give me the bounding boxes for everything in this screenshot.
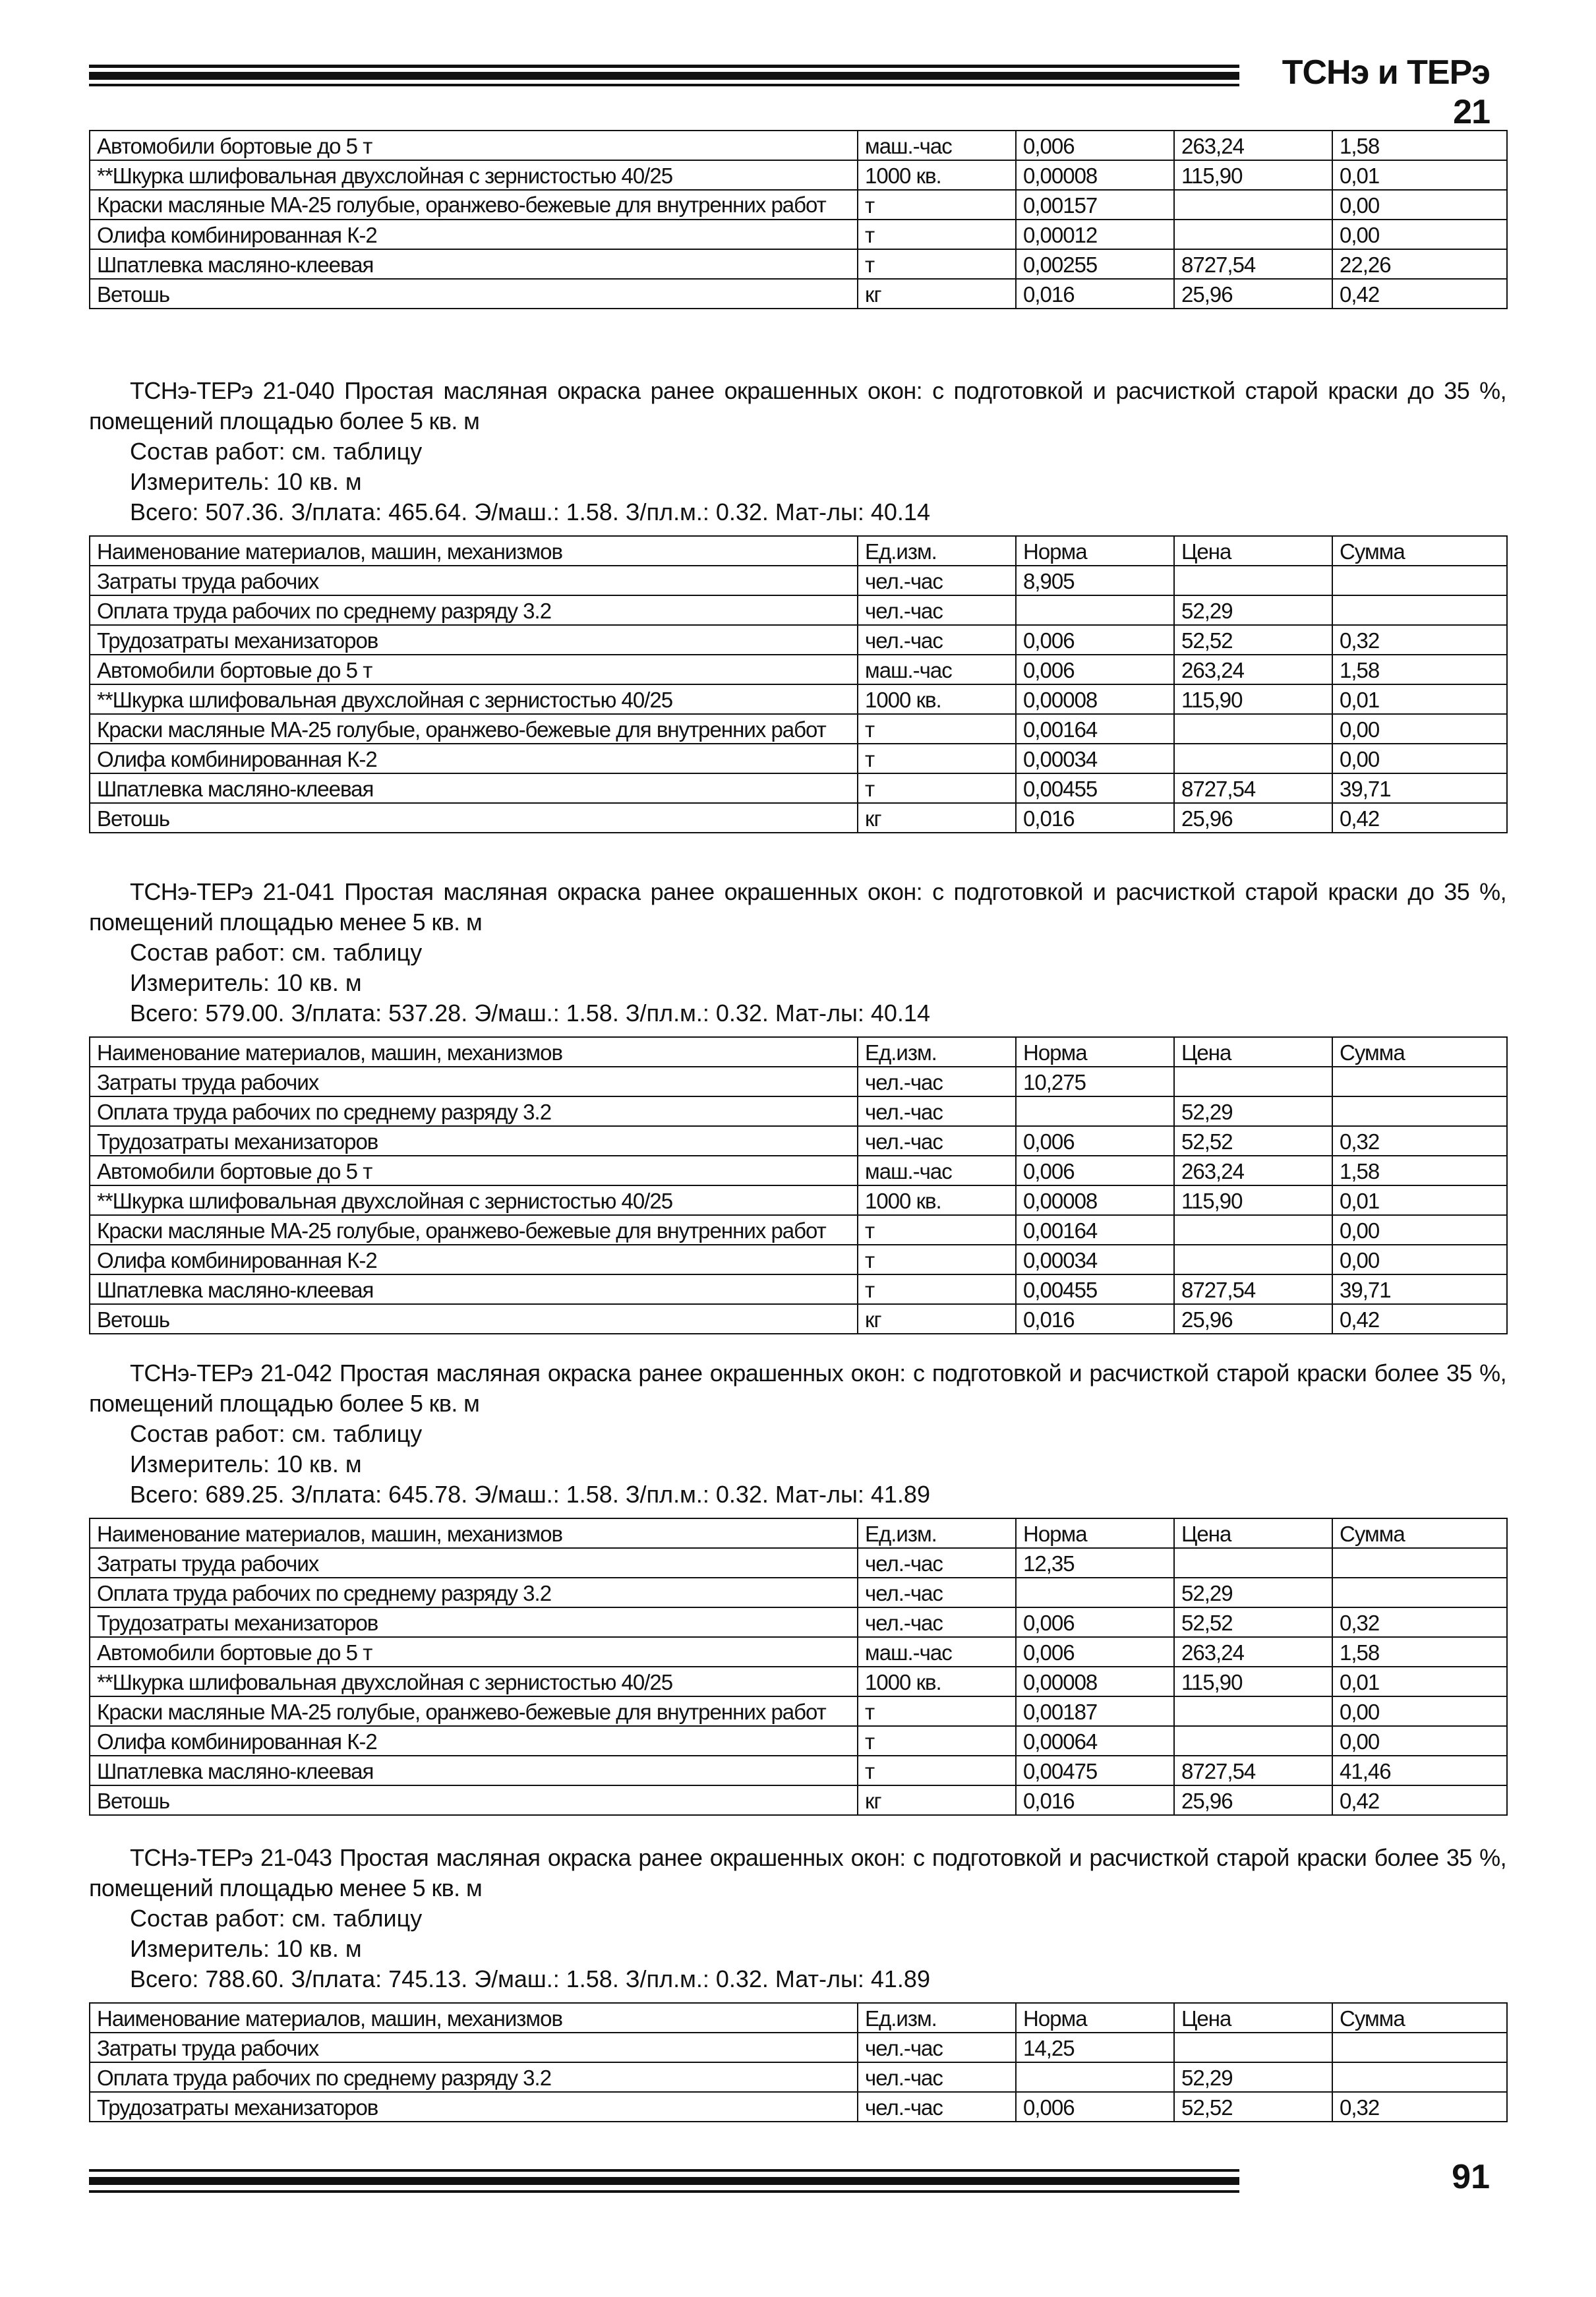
cell-price [1174,1215,1332,1245]
column-header: Ед.изм. [858,1037,1016,1067]
table-row [90,566,1507,595]
cell-unit: т [858,1274,1016,1304]
cell-norm: 0,016 [1016,803,1174,833]
column-header: Норма [1016,536,1174,566]
cell-name: Автомобили бортовые до 5 т [90,131,858,160]
column-header: Наименование материалов, машин, механизмов [90,1037,858,1067]
column-header: Цена [1174,536,1332,566]
cell-name: **Шкурка шлифовальная двухслойная с зернистостью 40/25 [90,684,858,714]
cell-price: 52,52 [1174,2092,1332,2122]
cell-sum: 0,42 [1332,1304,1507,1334]
table-row [90,1215,1507,1245]
cell-unit: чел.-час [858,566,1016,595]
cell-sum: 0,01 [1332,1185,1507,1215]
column-header: Наименование материалов, машин, механизмов [90,536,858,566]
cell-sum: 0,01 [1332,684,1507,714]
table-row [90,160,1507,190]
cell-name: Олифа комбинированная К-2 [90,220,858,249]
cell-price [1174,1548,1332,1578]
table-row [90,1304,1507,1334]
section-title: ТСНэ-ТЕРэ 21-041 Простая масляная окраска ранее окрашенных окон: с подготовкой и расчисткой старой краски до 35 %, помещений площадью менее 5 кв. м [89,878,1506,936]
cell-sum: 0,00 [1332,714,1507,744]
cell-sum [1332,2062,1507,2092]
cell-unit: т [858,1215,1016,1245]
cell-price: 52,52 [1174,1607,1332,1637]
section-composition: Состав работ: см. таблицу [130,939,423,966]
cell-sum: 0,00 [1332,1245,1507,1274]
cell-name: Затраты труда рабочих [90,2033,858,2062]
page-number: 91 [1452,2158,1490,2196]
cell-name: Краски масляные МА-25 голубые, оранжево-бежевые для внутренних работ [90,1696,858,1726]
cell-price: 263,24 [1174,131,1332,160]
cell-price: 263,24 [1174,655,1332,684]
table-row [90,1756,1507,1785]
cell-price: 8727,54 [1174,1274,1332,1304]
table-row [90,2033,1507,2062]
column-header: Сумма [1332,536,1507,566]
cell-name: Шпатлевка масляно-клеевая [90,773,858,803]
cell-name: Олифа комбинированная К-2 [90,1245,858,1274]
cell-name: Оплата труда рабочих по среднему разряду 3.2 [90,1578,858,1607]
cell-unit: чел.-час [858,595,1016,625]
cell-price: 25,96 [1174,1304,1332,1334]
table-row [90,190,1507,220]
section-totals: Всего: 689.25. З/плата: 645.78. Э/маш.: 1.58. З/пл.м.: 0.32. Мат-лы: 41.89 [130,1481,930,1508]
section-composition: Состав работ: см. таблицу [130,438,423,465]
cell-unit: чел.-час [858,2092,1016,2122]
cell-name: Оплата труда рабочих по среднему разряду 3.2 [90,595,858,625]
norms-table-21-040 [89,535,1508,833]
cell-unit: кг [858,1785,1016,1815]
cell-norm: 0,00012 [1016,220,1174,249]
cell-price [1174,1726,1332,1756]
cell-name: Оплата труда рабочих по среднему разряду 3.2 [90,1096,858,1126]
cell-name: Краски масляные МА-25 голубые, оранжево-бежевые для внутренних работ [90,1215,858,1245]
column-header: Наименование материалов, машин, механизмов [90,1518,858,1548]
cell-name: Затраты труда рабочих [90,566,858,595]
cell-price [1174,1067,1332,1096]
norms-table-21-042 [89,1518,1508,1816]
cell-name: Шпатлевка масляно-клеевая [90,1756,858,1785]
table-row [90,1096,1507,1126]
table-row [90,249,1507,279]
cell-norm: 0,006 [1016,625,1174,655]
table-row [90,714,1507,744]
cell-sum: 1,58 [1332,1156,1507,1185]
section-totals: Всего: 788.60. З/плата: 745.13. Э/маш.: 1.58. З/пл.м.: 0.32. Мат-лы: 41.89 [130,1965,930,1992]
cell-norm: 0,016 [1016,1304,1174,1334]
cell-norm: 0,00455 [1016,773,1174,803]
table-row [90,1156,1507,1185]
cell-name: Трудозатраты механизаторов [90,1607,858,1637]
cell-sum: 0,01 [1332,160,1507,190]
table-row [90,1067,1507,1096]
table-row [90,684,1507,714]
cell-unit: чел.-час [858,1607,1016,1637]
cell-norm: 8,905 [1016,566,1174,595]
table-row [90,744,1507,773]
cell-unit: маш.-час [858,131,1016,160]
cell-norm: 0,006 [1016,131,1174,160]
section-unit: Измеритель: 10 кв. м [130,468,362,495]
cell-name: Ветошь [90,279,858,309]
footer-rule [89,2169,1239,2193]
cell-name: Трудозатраты механизаторов [90,2092,858,2122]
section-totals: Всего: 579.00. З/плата: 537.28. Э/маш.: 1.58. З/пл.м.: 0.32. Мат-лы: 40.14 [130,999,930,1027]
cell-sum: 1,58 [1332,655,1507,684]
cell-unit: чел.-час [858,1096,1016,1126]
cell-norm: 0,00157 [1016,190,1174,220]
cell-sum: 0,00 [1332,190,1507,220]
cell-sum [1332,1067,1507,1096]
column-header: Ед.изм. [858,1518,1016,1548]
cell-unit: т [858,714,1016,744]
cell-norm: 0,00064 [1016,1726,1174,1756]
cell-sum: 0,32 [1332,1126,1507,1156]
cell-sum [1332,595,1507,625]
column-header: Сумма [1332,1518,1507,1548]
cell-norm: 12,35 [1016,1548,1174,1578]
cell-price: 115,90 [1174,1667,1332,1696]
cell-sum [1332,2033,1507,2062]
cell-sum: 22,26 [1332,249,1507,279]
cell-price: 8727,54 [1174,773,1332,803]
cell-sum: 0,42 [1332,803,1507,833]
cell-name: Затраты труда рабочих [90,1548,858,1578]
column-header: Ед.изм. [858,2003,1016,2033]
cell-name: Ветошь [90,1785,858,1815]
cell-name: **Шкурка шлифовальная двухслойная с зернистостью 40/25 [90,1667,858,1696]
cell-sum: 0,32 [1332,1607,1507,1637]
cell-unit: т [858,1245,1016,1274]
table-row [90,1667,1507,1696]
table-row [90,1696,1507,1726]
column-header: Норма [1016,1037,1174,1067]
cell-name: Оплата труда рабочих по среднему разряду 3.2 [90,2062,858,2092]
cell-unit: т [858,190,1016,220]
cell-norm: 0,016 [1016,1785,1174,1815]
cell-sum: 0,00 [1332,220,1507,249]
cell-unit: т [858,1756,1016,1785]
cell-norm: 0,006 [1016,1126,1174,1156]
cell-unit: 1000 кв. [858,1667,1016,1696]
table-row [90,279,1507,309]
cell-sum [1332,1548,1507,1578]
cell-sum: 1,58 [1332,1637,1507,1667]
cell-name: Автомобили бортовые до 5 т [90,1156,858,1185]
cell-unit: чел.-час [858,1548,1016,1578]
cell-name: **Шкурка шлифовальная двухслойная с зернистостью 40/25 [90,160,858,190]
cell-norm: 0,00008 [1016,1667,1174,1696]
cell-name: Олифа комбинированная К-2 [90,744,858,773]
cell-price: 8727,54 [1174,249,1332,279]
table-row [90,2062,1507,2092]
cell-norm: 0,00255 [1016,249,1174,279]
table-header-row [90,536,1507,566]
cell-unit: кг [858,1304,1016,1334]
cell-name: Ветошь [90,803,858,833]
cell-sum: 41,46 [1332,1756,1507,1785]
cell-name: Ветошь [90,1304,858,1334]
section-title: ТСНэ-ТЕРэ 21-043 Простая масляная окраска ранее окрашенных окон: с подготовкой и расчисткой старой краски более 35 %, помещений площадью менее 5 кв. м [89,1844,1506,1901]
cell-sum [1332,1096,1507,1126]
cell-name: **Шкурка шлифовальная двухслойная с зернистостью 40/25 [90,1185,858,1215]
cell-price: 8727,54 [1174,1756,1332,1785]
cell-price [1174,220,1332,249]
cell-norm: 0,006 [1016,1607,1174,1637]
cell-norm: 0,006 [1016,2092,1174,2122]
cell-name: Краски масляные МА-25 голубые, оранжево-бежевые для внутренних работ [90,190,858,220]
cell-unit: т [858,1726,1016,1756]
cell-sum: 0,42 [1332,1785,1507,1815]
cell-sum: 0,00 [1332,1215,1507,1245]
section-21-041 [89,877,1506,1029]
table-row [90,2092,1507,2122]
table-row [90,595,1507,625]
cell-norm: 0,00455 [1016,1274,1174,1304]
cell-unit: чел.-час [858,1578,1016,1607]
cell-norm: 10,275 [1016,1067,1174,1096]
cell-name: Трудозатраты механизаторов [90,1126,858,1156]
cell-price: 25,96 [1174,1785,1332,1815]
cell-unit: т [858,744,1016,773]
cell-unit: чел.-час [858,1067,1016,1096]
cell-name: Автомобили бортовые до 5 т [90,655,858,684]
cell-price: 115,90 [1174,684,1332,714]
cell-sum: 1,58 [1332,131,1507,160]
section-composition: Состав работ: см. таблицу [130,1420,423,1447]
cell-norm: 0,006 [1016,1637,1174,1667]
cell-price: 52,29 [1174,1096,1332,1126]
section-21-043 [89,1843,1506,1994]
cell-norm: 0,00034 [1016,1245,1174,1274]
table-header-row [90,1037,1507,1067]
cell-sum [1332,566,1507,595]
cell-norm: 0,00164 [1016,714,1174,744]
section-unit: Измеритель: 10 кв. м [130,1450,362,1477]
table-row [90,131,1507,160]
cell-name: Шпатлевка масляно-клеевая [90,249,858,279]
cell-norm: 0,00164 [1016,1215,1174,1245]
table-row [90,1578,1507,1607]
cell-unit: т [858,249,1016,279]
norms-table-21-043 [89,2002,1508,2122]
cell-price: 25,96 [1174,279,1332,309]
cell-unit: 1000 кв. [858,684,1016,714]
cell-price: 52,29 [1174,2062,1332,2092]
cell-price: 115,90 [1174,160,1332,190]
cell-sum: 0,32 [1332,2092,1507,2122]
cell-unit: т [858,773,1016,803]
cell-unit: чел.-час [858,1126,1016,1156]
cell-unit: маш.-час [858,655,1016,684]
table-header-row [90,2003,1507,2033]
cell-norm: 14,25 [1016,2033,1174,2062]
cell-unit: кг [858,279,1016,309]
table-row [90,1245,1507,1274]
cell-price: 25,96 [1174,803,1332,833]
cell-norm [1016,1096,1174,1126]
table-row [90,1785,1507,1815]
cell-sum: 0,00 [1332,1726,1507,1756]
cell-norm: 0,00034 [1016,744,1174,773]
cell-name: Олифа комбинированная К-2 [90,1726,858,1756]
section-composition: Состав работ: см. таблицу [130,1905,423,1932]
cell-price [1174,190,1332,220]
table-header-row [90,1518,1507,1548]
column-header: Цена [1174,1518,1332,1548]
cell-price: 52,52 [1174,1126,1332,1156]
cell-price: 115,90 [1174,1185,1332,1215]
cell-name: Затраты труда рабочих [90,1067,858,1096]
table-row [90,220,1507,249]
cell-sum [1332,1578,1507,1607]
cell-norm: 0,006 [1016,1156,1174,1185]
cell-name: Шпатлевка масляно-клеевая [90,1274,858,1304]
table-row [90,1726,1507,1756]
cell-norm [1016,1578,1174,1607]
table-row [90,773,1507,803]
cell-sum: 39,71 [1332,1274,1507,1304]
cell-norm [1016,595,1174,625]
cell-price: 52,29 [1174,595,1332,625]
cell-norm: 0,016 [1016,279,1174,309]
cell-sum: 0,32 [1332,625,1507,655]
cell-unit: 1000 кв. [858,160,1016,190]
cell-unit: чел.-час [858,625,1016,655]
cell-price [1174,744,1332,773]
column-header: Сумма [1332,1037,1507,1067]
cell-unit: т [858,220,1016,249]
section-totals: Всего: 507.36. З/плата: 465.64. Э/маш.: 1.58. З/пл.м.: 0.32. Мат-лы: 40.14 [130,498,930,525]
section-unit: Измеритель: 10 кв. м [130,1935,362,1962]
cell-price [1174,2033,1332,2062]
cell-sum: 0,00 [1332,1696,1507,1726]
cell-unit: кг [858,803,1016,833]
table-row [90,1637,1507,1667]
cell-unit: маш.-час [858,1637,1016,1667]
cell-price: 52,52 [1174,625,1332,655]
cell-price [1174,566,1332,595]
norms-table-21-041 [89,1036,1508,1334]
cell-name: Трудозатраты механизаторов [90,625,858,655]
column-header: Сумма [1332,2003,1507,2033]
cell-name: Краски масляные МА-25 голубые, оранжево-бежевые для внутренних работ [90,714,858,744]
cell-norm: 0,00187 [1016,1696,1174,1726]
cell-price: 263,24 [1174,1156,1332,1185]
table-row [90,803,1507,833]
column-header: Ед.изм. [858,536,1016,566]
column-header: Наименование материалов, машин, механизмов [90,2003,858,2033]
cell-price: 52,29 [1174,1578,1332,1607]
column-header: Норма [1016,2003,1174,2033]
cell-name: Автомобили бортовые до 5 т [90,1637,858,1667]
cell-norm: 0,00475 [1016,1756,1174,1785]
section-title: ТСНэ-ТЕРэ 21-040 Простая масляная окраска ранее окрашенных окон: с подготовкой и расчисткой старой краски до 35 %, помещений площадью более 5 кв. м [89,377,1506,434]
column-header: Цена [1174,1037,1332,1067]
cell-price: 263,24 [1174,1637,1332,1667]
table-row [90,1126,1507,1156]
cell-unit: чел.-час [858,2062,1016,2092]
cell-price [1174,1696,1332,1726]
section-21-042 [89,1358,1506,1510]
cell-unit: маш.-час [858,1156,1016,1185]
cell-price [1174,714,1332,744]
cell-norm: 0,00008 [1016,684,1174,714]
continuation-table [89,130,1508,309]
cell-norm [1016,2062,1174,2092]
table-row [90,1607,1507,1637]
table-row [90,1274,1507,1304]
cell-sum: 0,42 [1332,279,1507,309]
column-header: Норма [1016,1518,1174,1548]
cell-unit: чел.-час [858,2033,1016,2062]
header-rule [89,65,1239,86]
cell-price [1174,1245,1332,1274]
cell-sum: 0,01 [1332,1667,1507,1696]
table-row [90,1548,1507,1578]
cell-norm: 0,00008 [1016,1185,1174,1215]
cell-norm: 0,00008 [1016,160,1174,190]
cell-sum: 39,71 [1332,773,1507,803]
table-row [90,655,1507,684]
section-unit: Измеритель: 10 кв. м [130,969,362,996]
cell-norm: 0,006 [1016,655,1174,684]
column-header: Цена [1174,2003,1332,2033]
cell-sum: 0,00 [1332,744,1507,773]
cell-unit: т [858,1696,1016,1726]
cell-unit: 1000 кв. [858,1185,1016,1215]
running-header-title: ТСНэ и ТЕРэ 21 [1282,53,1490,131]
table-row [90,1185,1507,1215]
section-title: ТСНэ-ТЕРэ 21-042 Простая масляная окраска ранее окрашенных окон: с подготовкой и расчисткой старой краски более 35 %, помещений площадью более 5 кв. м [89,1359,1506,1417]
section-21-040 [89,376,1506,527]
table-row [90,625,1507,655]
